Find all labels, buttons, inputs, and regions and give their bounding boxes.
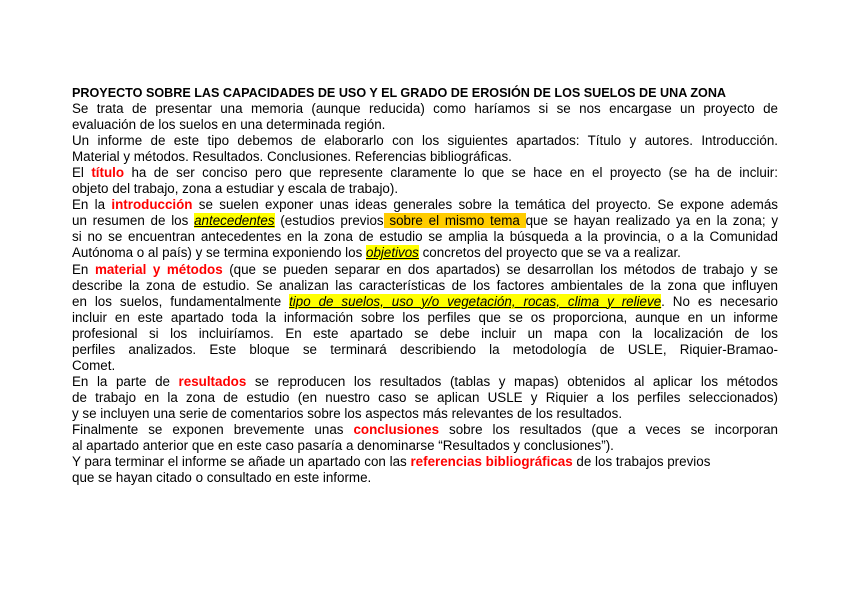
text-run: de los trabajos previos <box>572 454 711 470</box>
highlighted-term: tipo de suelos, uso y/o vegetación, rocas, clima y relieve <box>289 293 662 309</box>
text-run: En la parte de <box>72 373 179 389</box>
text-run: El <box>72 165 92 181</box>
text-run: Comet. <box>72 357 116 373</box>
section-keyword: título <box>91 165 125 181</box>
text-run: Material y métodos. Resultados. Conclusiones. Referencias bibliográficas. <box>72 149 512 165</box>
text-run: se suelen exponer unas ideas generales sobre la temática del proyecto. Se expone además <box>192 197 778 213</box>
body-line <box>72 342 778 358</box>
document-title: PROYECTO SOBRE LAS CAPACIDADES DE USO Y EL GRADO DE EROSIÓN DE LOS SUELOS DE UNA ZONA <box>72 86 727 100</box>
body-line <box>72 149 778 165</box>
text-run: si no se encuentran antecedentes en la zona de estudio se amplia la búsqueda a la provincia, o a la Comunidad <box>72 229 778 245</box>
body-line <box>72 101 778 117</box>
section-keyword: resultados <box>178 373 247 389</box>
text-run: objeto del trabajo, zona a estudiar y escala de trabajo). <box>72 181 399 197</box>
body-line <box>72 310 778 326</box>
section-keyword: conclusiones <box>353 421 440 437</box>
body-line <box>72 229 778 245</box>
text-run: que se hayan citado o consultado en este informe. <box>72 470 372 486</box>
body-line <box>72 262 778 278</box>
section-keyword: material y métodos <box>94 261 223 277</box>
text-run: sobre los resultados (que a veces se incorporan <box>439 421 778 437</box>
body-line <box>72 294 778 310</box>
text-run: y se incluyen una serie de comentarios sobre los aspectos más relevantes de los resultados. <box>72 405 623 421</box>
text-run: En <box>72 261 95 277</box>
section-keyword: referencias bibliográficas <box>410 454 573 470</box>
text-run: se reproducen los resultados (tablas y mapas) obtenidos al aplicar los métodos <box>246 373 778 389</box>
text-run: ha de ser conciso pero que represente claramente lo que se hace en el proyecto (se ha de incluir: <box>124 165 778 181</box>
body-line <box>72 438 778 454</box>
body-line <box>72 213 778 229</box>
text-run: Un informe de este tipo debemos de elaborarlo con los siguientes apartados: Título y autores. Introducción. <box>72 133 778 149</box>
text-run: describe la zona de estudio. Se analizan las características de los factores ambientales de la zona que influyen <box>72 277 778 293</box>
highlighted-text: sobre el mismo tema <box>383 213 526 229</box>
text-run: Se trata de presentar una memoria (aunque reducida) como haríamos si se nos encargase un proyecto de <box>72 101 778 117</box>
text-run: Autónoma o al país) y se termina exponiendo los <box>72 245 367 261</box>
body-line <box>72 470 778 486</box>
text-run: profesional si los incluiríamos. En este apartado se debe incluir un mapa con la localización de los <box>72 325 778 341</box>
text-run: perfiles analizados. Este bloque se terminará describiendo la metodología de USLE, Riquier-Bramao- <box>72 341 778 357</box>
text-run: de trabajo en la zona de estudio (en nuestro caso se aplican USLE y Riquier a los perfiles seleccionados) <box>72 389 778 405</box>
body-line <box>72 326 778 342</box>
text-run: Finalmente se exponen brevemente unas <box>72 421 354 437</box>
body-line <box>72 133 778 149</box>
body-line <box>72 374 778 390</box>
body-line <box>72 454 778 470</box>
text-run: que se hayan realizado ya en la zona; y <box>525 213 779 229</box>
highlighted-term: antecedentes <box>194 213 275 229</box>
body-line <box>72 117 778 133</box>
body-line <box>72 165 778 181</box>
text-run: concretos del proyecto que se va a realizar. <box>418 245 681 261</box>
body-line <box>72 422 778 438</box>
text-run: (que se pueden separar en dos apartados) se desarrollan los métodos de trabajo y se <box>222 261 778 277</box>
body-line <box>72 390 778 406</box>
text-run: al apartado anterior que en este caso pasaría a denominarse “Resultados y conclusiones”). <box>72 438 614 454</box>
text-run: (estudios previos <box>274 213 384 229</box>
body-line <box>72 197 778 213</box>
text-run: Y para terminar el informe se añade un apartado con las <box>72 454 411 470</box>
text-run: un resumen de los <box>72 213 195 229</box>
body-line <box>72 181 778 197</box>
document-page <box>72 85 778 486</box>
document-body <box>72 101 778 486</box>
body-line <box>72 358 778 374</box>
highlighted-term: objetivos <box>366 245 419 261</box>
body-line <box>72 406 778 422</box>
text-run: . No es necesario <box>661 293 778 309</box>
section-keyword: introducción <box>111 197 193 213</box>
text-run: evaluación de los suelos en una determinada región. <box>72 117 386 133</box>
text-run: En la <box>72 197 112 213</box>
text-run: incluir en este apartado toda la información sobre los perfiles que se os proporciona, aunque en un informe <box>72 309 778 325</box>
body-line <box>72 278 778 294</box>
body-line <box>72 245 778 261</box>
text-run: en los suelos, fundamentalmente <box>72 293 290 309</box>
